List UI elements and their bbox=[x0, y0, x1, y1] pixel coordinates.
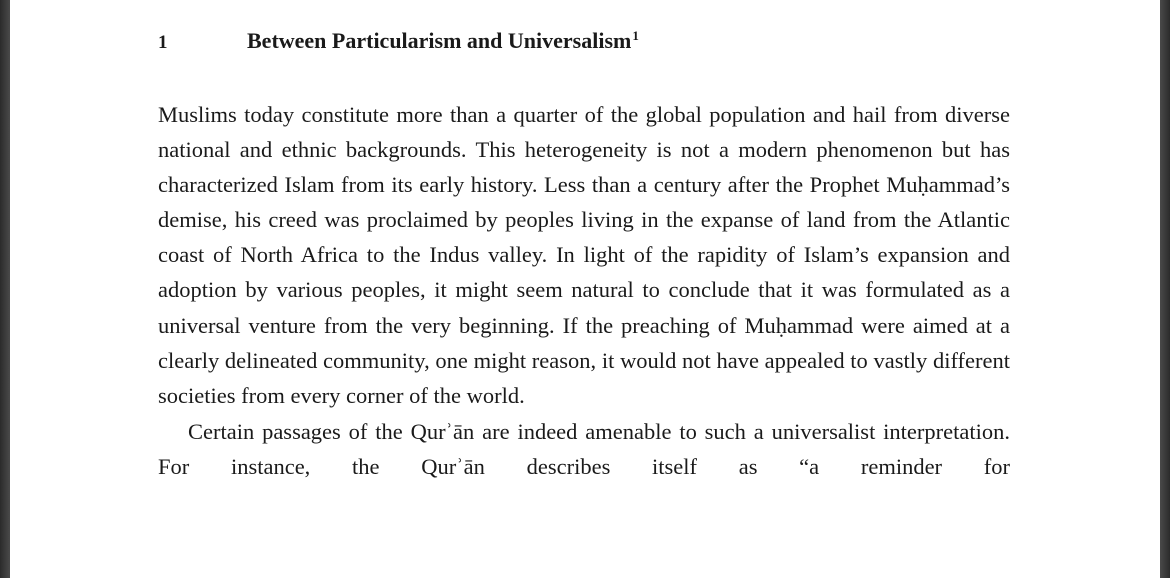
left-page-edge bbox=[0, 0, 10, 578]
paragraph-1: Muslims today constitute more than a quarter of the global population and hail from diverse national and ethnic backgrounds. This heterogeneity is not a modern phenomenon but has characterized Islam from its early history. Less than a century after the Prophet Muḥammad’s demise, his creed was proclaimed by peoples living in the expanse of land from the Atlantic coast of North Africa to the Indus valley. In light of the rapidity of Islam’s expansion and adoption by various peoples, it might seem natural to conclude that it was formulated as a universal venture from the very beginning. If the preaching of Muḥammad were aimed at a clearly delineated community, one might reason, it would not have appealed to vastly different societies from every corner of the world. bbox=[158, 102, 1010, 408]
chapter-title: Between Particularism and Universalism bbox=[247, 28, 632, 53]
book-page bbox=[10, 0, 1160, 578]
chapter-title-wrapper bbox=[247, 28, 639, 54]
body-text bbox=[158, 97, 1010, 484]
right-page-edge bbox=[1160, 0, 1170, 578]
footnote-marker[interactable]: 1 bbox=[632, 28, 639, 43]
chapter-number: 1 bbox=[158, 32, 168, 53]
paragraph-2: Certain passages of the Qurʾān are indeed amenable to such a universalist interpretation. For instance, the Qurʾān describes itself as “a reminder for bbox=[158, 418, 1010, 479]
